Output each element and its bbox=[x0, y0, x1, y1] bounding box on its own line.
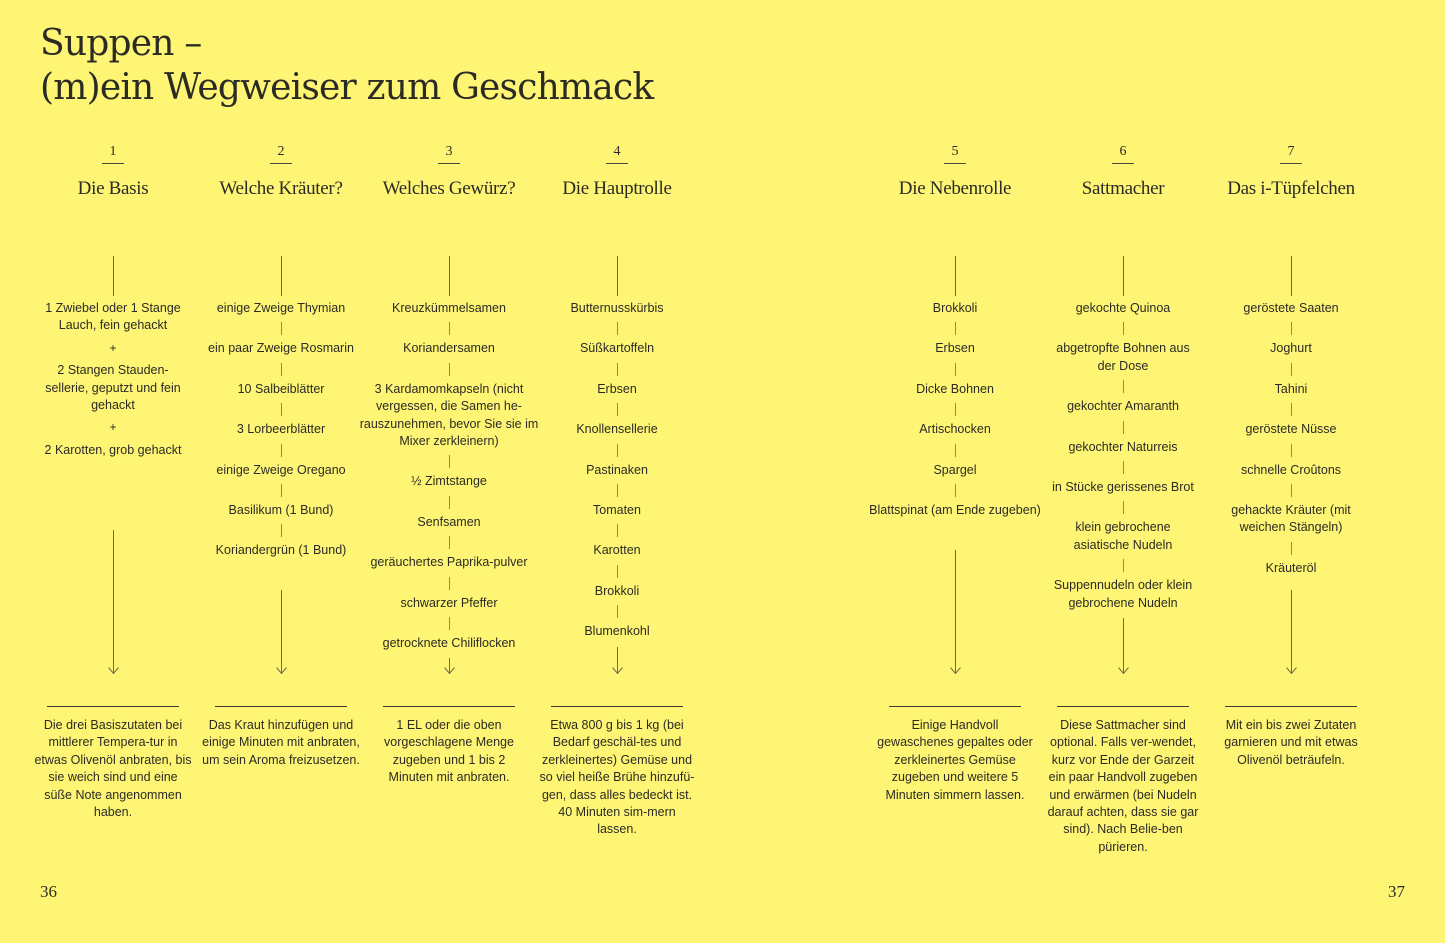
item-separator bbox=[617, 444, 618, 457]
ingredient-list bbox=[525, 300, 709, 641]
connector-line bbox=[113, 256, 114, 296]
step-number: 3 bbox=[445, 144, 453, 159]
ingredient-item: 3 Kardamomkapseln (nicht vergessen, die Samen he-rauszunehmen, bevor Sie sie im Mixer zerkleinern) bbox=[359, 381, 539, 449]
connector-line bbox=[955, 256, 956, 296]
item-separator bbox=[1123, 322, 1124, 335]
ingredient-item: abgetropfte Bohnen aus der Dose bbox=[1056, 341, 1190, 373]
ingredient-item: gekochte Quinoa bbox=[1075, 301, 1171, 315]
ingredient-item: einige Zweige Thymian bbox=[216, 301, 346, 315]
item-separator bbox=[617, 605, 618, 618]
item-separator bbox=[617, 565, 618, 578]
ingredient-item: Pastinaken bbox=[586, 462, 648, 477]
item-separator bbox=[1123, 421, 1124, 434]
plus-separator: + bbox=[109, 340, 117, 355]
column-heading: Sattmacher bbox=[1081, 178, 1165, 199]
step-description: Mit ein bis zwei Zutaten garnieren und mit etwas Olivenöl beträufeln. bbox=[1224, 718, 1358, 767]
ingredient-item: Kräuteröl bbox=[1265, 560, 1317, 575]
item-separator bbox=[617, 403, 618, 416]
divider-rule bbox=[551, 706, 683, 707]
item-separator bbox=[281, 524, 282, 537]
step-description: 1 EL oder die oben vorgeschlagene Menge zugeben und 1 bis 2 Minuten mit anbraten. bbox=[384, 718, 514, 785]
step-number: 6 bbox=[1119, 144, 1127, 159]
down-arrow-icon bbox=[950, 550, 961, 674]
ingredient-item: klein gebrochene asiatische Nudeln bbox=[1073, 520, 1173, 552]
column-6 bbox=[1043, 0, 1203, 943]
ingredient-item: Blumenkohl bbox=[584, 624, 650, 639]
step-number: 7 bbox=[1287, 144, 1295, 159]
column-3 bbox=[359, 0, 539, 943]
ingredient-item: Spargel bbox=[933, 462, 977, 477]
divider-rule bbox=[1225, 706, 1357, 707]
ingredient-item: Brokkoli bbox=[594, 583, 640, 598]
down-arrow-icon bbox=[276, 590, 287, 674]
item-separator bbox=[1291, 403, 1292, 416]
item-separator bbox=[617, 363, 618, 376]
item-separator bbox=[1123, 559, 1124, 572]
connector-line bbox=[1123, 256, 1124, 296]
connector-line bbox=[449, 256, 450, 296]
ingredient-item: Süßkartoffeln bbox=[579, 341, 655, 356]
page-number-right: 37 bbox=[1388, 882, 1405, 901]
ingredient-item: ½ Zimtstange bbox=[411, 474, 487, 489]
ingredient-item: getrocknete Chiliflocken bbox=[382, 636, 516, 651]
ingredient-list bbox=[863, 300, 1047, 519]
divider-rule bbox=[215, 706, 347, 707]
ingredient-item: Suppennudeln oder klein gebrochene Nudeln bbox=[1053, 578, 1193, 610]
ingredient-list bbox=[43, 300, 183, 459]
step-description: Einige Handvoll gewaschenes gepaltes oder zerkleinertes Gemüse zugeben und weitere 5 Minuten simmern lassen. bbox=[877, 718, 1033, 802]
item-separator bbox=[281, 484, 282, 497]
ingredient-item: Joghurt bbox=[1270, 341, 1312, 356]
step-number: 5 bbox=[951, 144, 959, 159]
ingredient-item: Koriandergrün (1 Bund) bbox=[215, 543, 347, 558]
column-1 bbox=[33, 0, 193, 943]
item-separator bbox=[617, 322, 618, 335]
item-separator bbox=[281, 322, 282, 335]
item-separator bbox=[617, 484, 618, 497]
title-line-1: Suppen – bbox=[40, 23, 202, 64]
column-4 bbox=[537, 0, 697, 943]
number-underline bbox=[270, 163, 292, 164]
step-number: 4 bbox=[613, 144, 621, 159]
ingredient-item: geröstete Nüsse bbox=[1245, 422, 1337, 437]
ingredient-item: Kreuzkümmelsamen bbox=[392, 301, 506, 315]
number-underline bbox=[438, 163, 460, 164]
ingredient-item: geröstete Saaten bbox=[1243, 301, 1339, 315]
ingredient-item: gekochter Naturreis bbox=[1068, 439, 1178, 454]
page-number-left: 36 bbox=[40, 882, 57, 901]
column-7 bbox=[1211, 0, 1371, 943]
column-heading: Welches Gewürz? bbox=[382, 178, 516, 199]
ingredient-item: Senfsamen bbox=[417, 514, 481, 529]
down-arrow-icon bbox=[1286, 590, 1297, 674]
ingredient-item: gekochter Amaranth bbox=[1067, 399, 1179, 414]
item-separator bbox=[955, 444, 956, 457]
divider-rule bbox=[889, 706, 1021, 707]
item-separator bbox=[449, 536, 450, 549]
ingredient-item: Brokkoli bbox=[932, 301, 978, 315]
ingredient-item: geräuchertes Paprika-pulver bbox=[370, 555, 528, 570]
ingredient-item: Blattspinat (am Ende zugeben) bbox=[869, 503, 1041, 518]
item-separator bbox=[449, 322, 450, 335]
step-description: Diese Sattmacher sind optional. Falls ver-wendet, kurz vor Ende der Garzeit ein paar Handvoll zugeben und erwärmen (bei Nudeln darauf achten, dass sie gar sind). Nach Belie-ben pürieren. bbox=[1047, 718, 1199, 854]
ingredient-item: ein paar Zweige Rosmarin bbox=[208, 341, 354, 356]
ingredient-list bbox=[357, 300, 541, 652]
item-separator bbox=[449, 496, 450, 509]
divider-rule bbox=[47, 706, 179, 707]
ingredient-item: gehackte Kräuter (mit weichen Stängeln) bbox=[1231, 503, 1351, 535]
column-heading: Das i-Tüpfelchen bbox=[1227, 178, 1355, 199]
ingredient-item: Artischocken bbox=[919, 422, 991, 437]
ingredient-item: Dicke Bohnen bbox=[916, 381, 994, 396]
item-separator bbox=[1123, 501, 1124, 514]
item-separator bbox=[1291, 484, 1292, 497]
item-separator bbox=[449, 363, 450, 376]
ingredient-item: Butternusskürbis bbox=[570, 301, 664, 315]
down-arrow-icon bbox=[612, 647, 623, 674]
item-separator bbox=[449, 617, 450, 630]
step-description: Etwa 800 g bis 1 kg (bei Bedarf geschäl-tes und zerkleinertes) Gemüse und so viel heiße Brühe hinzufü-gen, dass alles bedeckt ist. 40 Minuten sim-mern lassen. bbox=[539, 718, 695, 837]
ingredient-item: schwarzer Pfeffer bbox=[400, 595, 498, 610]
column-5 bbox=[869, 0, 1041, 943]
column-heading: Die Basis bbox=[77, 178, 149, 199]
column-2 bbox=[201, 0, 361, 943]
item-separator bbox=[617, 524, 618, 537]
ingredient-item: 10 Salbeiblätter bbox=[237, 381, 325, 396]
number-underline bbox=[1112, 163, 1134, 164]
ingredient-item: in Stücke gerissenes Brot bbox=[1052, 480, 1194, 495]
down-arrow-icon bbox=[1118, 618, 1129, 674]
ingredient-item: Knollensellerie bbox=[576, 422, 658, 437]
item-separator bbox=[281, 403, 282, 416]
ingredient-list bbox=[1048, 300, 1198, 612]
item-separator bbox=[1123, 380, 1124, 393]
item-separator bbox=[1123, 461, 1124, 474]
ingredient-item: einige Zweige Oregano bbox=[216, 462, 346, 477]
column-heading: Die Hauptrolle bbox=[562, 178, 672, 199]
step-number: 2 bbox=[277, 144, 285, 159]
ingredient-item: schnelle Croûtons bbox=[1240, 462, 1342, 477]
divider-rule bbox=[383, 706, 515, 707]
ingredient-item: Tahini bbox=[1274, 381, 1308, 396]
ingredient-item: Tomaten bbox=[593, 503, 641, 518]
ingredient-item: Basilikum (1 Bund) bbox=[228, 503, 334, 518]
column-heading: Die Nebenrolle bbox=[898, 178, 1012, 199]
connector-line bbox=[1291, 256, 1292, 296]
step-description: Das Kraut hinzufügen und einige Minuten mit anbraten, um sein Aroma freizusetzen. bbox=[202, 718, 360, 767]
step-description: Die drei Basiszutaten bei mittlerer Tempera-tur in etwas Olivenöl anbraten, bis sie weich sind und eine süße Note angenommen haben. bbox=[34, 718, 192, 820]
item-separator bbox=[1291, 363, 1292, 376]
item-separator bbox=[955, 403, 956, 416]
ingredient-item: Erbsen bbox=[935, 341, 975, 356]
item-separator bbox=[449, 455, 450, 468]
item-separator bbox=[1291, 444, 1292, 457]
ingredient-item: 1 Zwiebel oder 1 Stange Lauch, fein gehackt bbox=[45, 301, 181, 333]
divider-rule bbox=[1057, 706, 1189, 707]
connector-line bbox=[281, 256, 282, 296]
number-underline bbox=[944, 163, 966, 164]
column-heading: Welche Kräuter? bbox=[219, 178, 343, 199]
ingredient-item: 3 Lorbeerblätter bbox=[236, 422, 326, 437]
item-separator bbox=[281, 363, 282, 376]
ingredient-list bbox=[189, 300, 373, 560]
title-line-2: (m)ein Wegweiser zum Geschmack bbox=[40, 67, 654, 108]
item-separator bbox=[1291, 322, 1292, 335]
down-arrow-icon bbox=[108, 530, 119, 674]
item-separator bbox=[281, 444, 282, 457]
ingredient-item: 2 Karotten, grob gehackt bbox=[44, 442, 182, 457]
step-number: 1 bbox=[109, 144, 117, 159]
ingredient-item: Karotten bbox=[593, 543, 641, 558]
number-underline bbox=[1280, 163, 1302, 164]
item-separator bbox=[955, 484, 956, 497]
ingredient-list bbox=[1216, 300, 1366, 577]
number-underline bbox=[606, 163, 628, 164]
number-underline bbox=[102, 163, 124, 164]
ingredient-item: 2 Stangen Stauden-sellerie, geputzt und fein gehackt bbox=[45, 363, 181, 413]
item-separator bbox=[449, 577, 450, 590]
item-separator bbox=[1291, 542, 1292, 555]
item-separator bbox=[955, 363, 956, 376]
plus-separator: + bbox=[109, 420, 117, 435]
item-separator bbox=[955, 322, 956, 335]
ingredient-item: Koriandersamen bbox=[403, 341, 495, 356]
ingredient-item: Erbsen bbox=[597, 381, 637, 396]
down-arrow-icon bbox=[444, 658, 455, 674]
connector-line bbox=[617, 256, 618, 296]
